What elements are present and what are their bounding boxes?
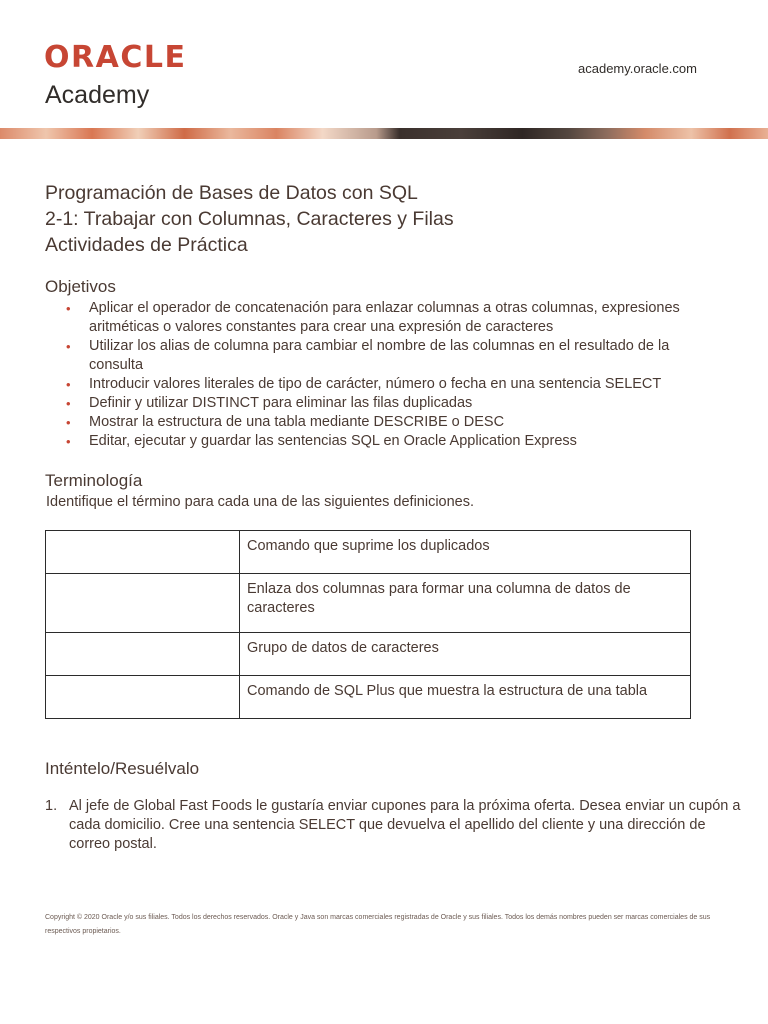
decorative-banner — [0, 128, 768, 139]
bullet-icon: • — [66, 396, 71, 411]
table-row — [46, 676, 691, 719]
definition-cell: Comando que suprime los duplicados — [240, 531, 691, 574]
definition-cell: Comando de SQL Plus que muestra la estructura de una tabla — [240, 676, 691, 719]
term-answer-cell[interactable] — [46, 633, 240, 676]
copyright-footer: Copyright © 2020 Oracle y/o sus filiales. Todos los derechos reservados. Oracle y Java son marcas comerciales registradas de Oracle y sus filiales. Todos los demás nombres pueden ser marcas comerciales de sus respectivos propietarios. — [45, 914, 711, 935]
site-url: academy.oracle.com — [578, 61, 697, 76]
task-number: 1. — [45, 798, 58, 814]
terminology-intro: Identifique el término para cada una de las siguientes definiciones. — [46, 494, 475, 510]
task-item — [45, 797, 745, 854]
bullet-icon: • — [66, 377, 71, 392]
objective-text: Definir y utilizar DISTINCT para eliminar las filas duplicadas — [89, 395, 473, 411]
table-row — [46, 633, 691, 676]
term-answer-cell[interactable] — [46, 531, 240, 574]
objectives-list — [0, 299, 709, 451]
objective-item — [0, 413, 709, 432]
activity-title: Actividades de Práctica — [45, 234, 248, 256]
term-answer-cell[interactable] — [46, 676, 240, 719]
bullet-icon: • — [66, 339, 71, 354]
objective-text: Utilizar los alias de columna para cambiar el nombre de las columnas en el resultado de la consulta — [89, 338, 670, 373]
academy-logo-text: Academy — [45, 81, 150, 109]
task-text: Al jefe de Global Fast Foods le gustaría enviar cupones para la próxima oferta. Desea enviar un cupón a cada domicilio. Cree una sentencia SELECT que devuelva el apellido del cliente y una dirección de correo postal. — [69, 798, 741, 852]
bullet-icon: • — [66, 415, 71, 430]
objective-item — [0, 394, 709, 413]
bullet-icon: • — [66, 301, 71, 316]
task-list — [45, 797, 745, 854]
objective-text: Introducir valores literales de tipo de carácter, número o fecha en una sentencia SELECT — [89, 376, 662, 392]
objective-text: Aplicar el operador de concatenación para enlazar columnas a otras columnas, expresiones aritméticas o valores constantes para crear una expresión de caracteres — [89, 300, 680, 335]
objectives-heading: Objetivos — [45, 277, 116, 296]
terminology-table — [45, 530, 691, 719]
definition-cell: Enlaza dos columnas para formar una columna de datos de caracteres — [240, 574, 691, 633]
objective-item — [0, 337, 709, 375]
page-title — [45, 180, 454, 258]
terminology-heading: Terminología — [45, 471, 143, 490]
term-answer-cell[interactable] — [46, 574, 240, 633]
objective-item — [0, 432, 709, 451]
objective-text: Mostrar la estructura de una tabla mediante DESCRIBE o DESC — [89, 414, 505, 430]
try-it-heading: Inténtelo/Resuélvalo — [45, 759, 200, 778]
table-row — [46, 531, 691, 574]
lesson-title: 2-1: Trabajar con Columnas, Caracteres y Filas — [45, 208, 454, 230]
objective-item — [0, 299, 709, 337]
table-row — [46, 574, 691, 633]
oracle-logo: ORACLE — [44, 40, 187, 75]
objective-text: Editar, ejecutar y guardar las sentencias SQL en Oracle Application Express — [89, 433, 577, 449]
bullet-icon: • — [66, 434, 71, 449]
course-title: Programación de Bases de Datos con SQL — [45, 182, 418, 204]
objective-item — [0, 375, 709, 394]
definition-cell: Grupo de datos de caracteres — [240, 633, 691, 676]
